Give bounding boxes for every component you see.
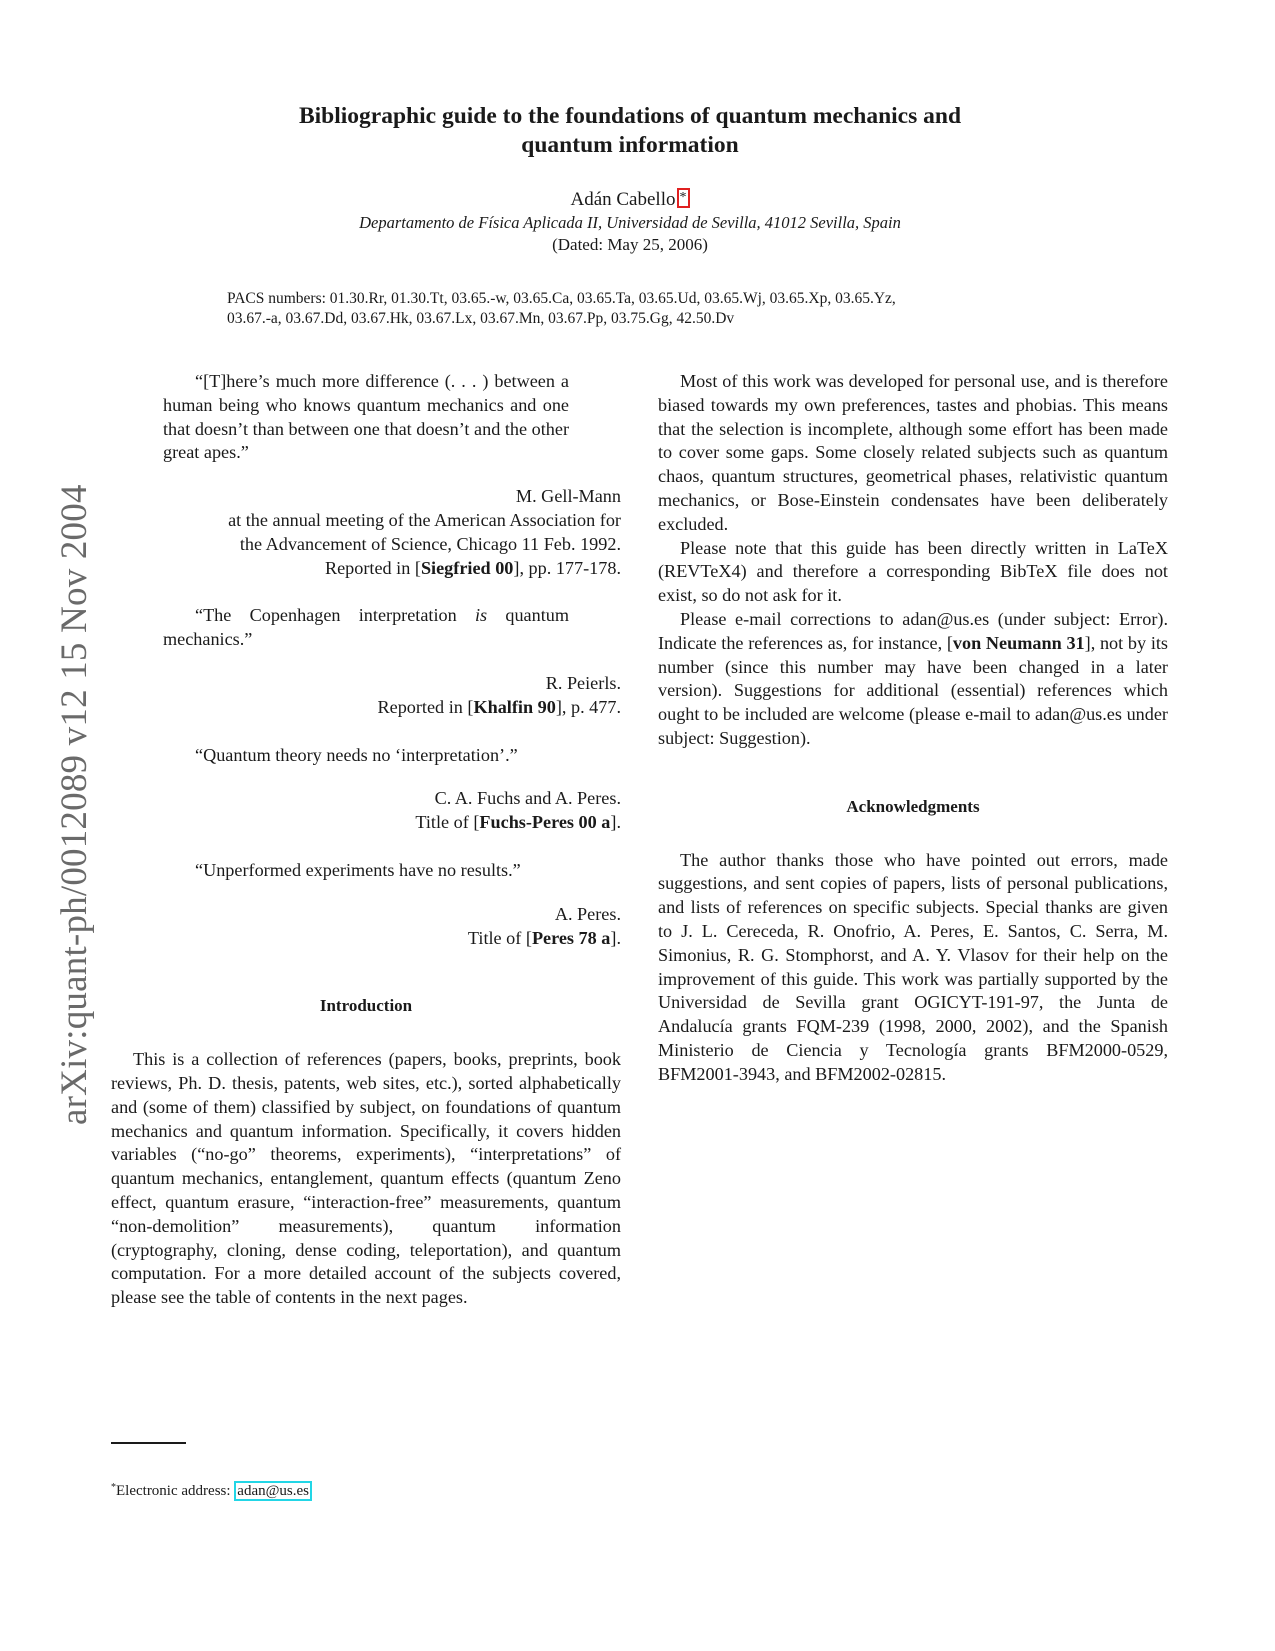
title-line-2: quantum information (521, 132, 739, 158)
epigraph-reported-2: Reported in [Khalfin 90], p. 477. (377, 696, 621, 717)
affiliation: Departamento de Física Aplicada II, Universidad de Sevilla, 41012 Sevilla, Spain (359, 213, 901, 232)
epigraph-quote-2: “The Copenhagen interpretation is quantum mechanics.” (163, 605, 569, 650)
epigraph-author-1: M. Gell-Mann (515, 486, 621, 507)
epigraph-reported-3: Title of [Fuchs-Peres 00 a]. (415, 812, 621, 833)
left-column (111, 370, 621, 1310)
right-column (658, 370, 1168, 1087)
pacs-numbers (227, 289, 1067, 328)
footnote-label: Electronic address: (116, 1483, 235, 1499)
email-link[interactable]: adan@us.es (234, 1481, 312, 1501)
author-name: Adán Cabello (570, 189, 676, 210)
epigraph-quote-4: “Unperformed experiments have no results.” (195, 859, 521, 880)
footnote-link[interactable]: * (677, 188, 690, 208)
citation-von-neumann-31: von Neumann 31 (952, 632, 1085, 653)
citation-fuchs-peres-00a: Fuchs-Peres 00 a (479, 812, 611, 833)
paper-title (180, 102, 1080, 160)
footnote (111, 1478, 312, 1501)
introduction-heading: Introduction (319, 996, 413, 1016)
epigraph-reported-4: Title of [Peres 78 a]. (467, 927, 621, 948)
author-block (180, 188, 1080, 211)
acknowledgments-heading: Acknowledgments (846, 796, 980, 816)
epigraph-author-3: C. A. Fuchs and A. Peres. (434, 788, 621, 809)
pacs-line-1: PACS numbers: 01.30.Rr, 01.30.Tt, 03.65.-w, 03.65.Ca, 03.65.Ta, 03.65.Ud, 03.65.Wj, 03.65.Xp, 03.65.Yz, (227, 290, 896, 307)
footnote-rule (111, 1442, 186, 1444)
citation-khalfin-90: Khalfin 90 (473, 696, 556, 717)
dated: (Dated: May 25, 2006) (552, 235, 708, 254)
citation-siegfried-00: Siegfried 00 (420, 557, 514, 578)
citation-peres-78a: Peres 78 a (531, 927, 611, 948)
right-para-1: Most of this work was developed for personal use, and is therefore biased towards my own preferences, tastes and phobias. This means that the selection is incomplete, although some effort has been made to cover some gaps. Some closely related subjects such as quantum chaos, quantum structures, geometrical phases, relativistic quantum mechanics, or Bose-Einstein condensates have been deliberately excluded. (658, 371, 1168, 534)
introduction-body: This is a collection of references (papers, books, preprints, book reviews, Ph. D. thesis, patents, web sites, etc.), sorted alphabetically and (some of them) classified by subject, on foundations of quantum mechanics and quantum information. Specifically, it covers hidden variables (“no-go” theorems, experiments), “interpretations” of quantum mechanics, entanglement, quantum effects (quantum Zeno effect, quantum erasure, “interaction-free” measurements, quantum “non-demolition” measurements), quantum information (cryptography, cloning, dense coding, teleportation), and quantum computation. For a more detailed account of the subjects covered, please see the table of contents in the next pages. (111, 1049, 621, 1308)
arxiv-stamp: arXiv:quant-ph/0012089 v12 15 Nov 2004 (54, 484, 95, 1125)
epigraph-source-1a: at the annual meeting of the American Association for (228, 509, 621, 530)
acknowledgments-body: The author thanks those who have pointed out errors, made suggestions, and sent copies of papers, lists of personal publications, and lists of references on specific subjects. Special thanks are given to J. L. Cereceda, R. Onofrio, A. Peres, E. Santos, C. Serra, M. Simonius, R. G. Stomphorst, and A. Y. Vlasov for their help on the improvement of this guide. This work was partially supported by the Universidad de Sevilla grant OGICYT-191-97, the Junta de Andalucía grants FQM-239 (1998, 2000, 2002), and the Spanish Ministerio de Ciencia y Tecnología grants BFM2000-0529, BFM2001-3943, and BFM2002-02815. (658, 849, 1168, 1084)
right-para-2: Please note that this guide has been directly written in LaTeX (REVTeX4) and therefore a corresponding BibTeX file does not exist, so do not ask for it. (658, 537, 1168, 606)
pacs-line-2: 03.67.-a, 03.67.Dd, 03.67.Hk, 03.67.Lx, 03.67.Mn, 03.67.Pp, 03.75.Gg, 42.50.Dv (227, 309, 735, 327)
epigraph-author-4: A. Peres. (554, 903, 621, 924)
right-para-3: Please e-mail corrections to adan@us.es (under subject: Error). Indicate the references as, for instance, [von Neumann 31], not by its number (since this number may have been changed in a later version). Suggestions for additional (essential) references which ought to be included are welcome (please e-mail to adan@us.es under subject: Suggestion). (658, 608, 1169, 748)
epigraph-author-2: R. Peierls. (545, 672, 621, 693)
epigraph-quote-3: “Quantum theory needs no ‘interpretation’.” (195, 744, 518, 765)
epigraph-quote-1: “[T]here’s much more difference (. . . ) between a human being who knows quantum mechanics and one that doesn’t than between one that doesn’t and the other great apes.” (163, 371, 569, 463)
epigraph-source-1b: the Advancement of Science, Chicago 11 Feb. 1992. (239, 533, 621, 554)
title-line-1: Bibliographic guide to the foundations of quantum mechanics and (298, 103, 962, 129)
epigraph-reported-1: Reported in [Siegfried 00], pp. 177-178. (324, 557, 621, 578)
footnote-marker: * (111, 1482, 116, 1493)
